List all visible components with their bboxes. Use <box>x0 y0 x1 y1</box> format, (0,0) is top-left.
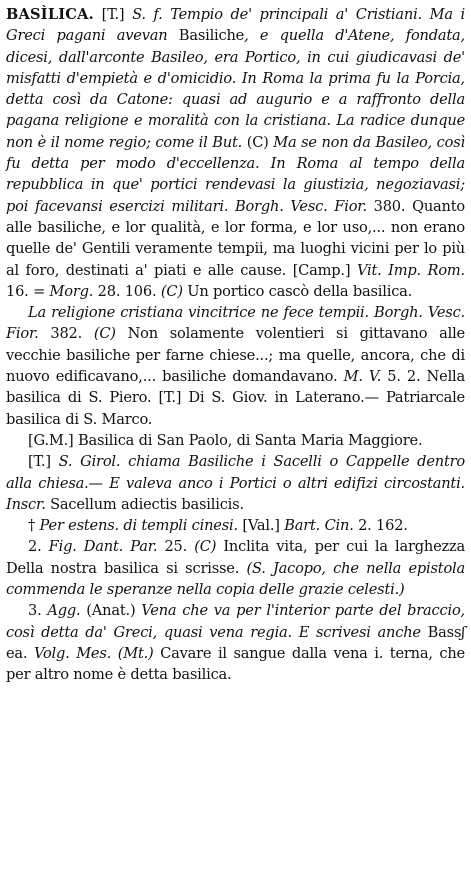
definition-text: Ma se non da Basileo, così fu detta per modo d'eccellenza. In Roma al tempo della repubblica in que' portici rendevasi la giustizia, negoziavasi; poi facevansi esercizi militari. Borgh. Vesc. Fior. <box>6 133 465 215</box>
entry-paragraph-fig <box>6 536 465 600</box>
source-tag: (C) <box>93 325 116 343</box>
entry-paragraph-estens <box>6 515 465 536</box>
entry-paragraph-girol <box>6 451 465 515</box>
citation-text: 380. Quanto alle basiliche, e lor qualità, e lor forma, e lor uso,... non erano quelle de' Gentili veramente tempii, ma luoghi vicini per lo più al foro, destinati a' piati e alle cause. [Camp.] <box>6 197 465 279</box>
citation-text: Un portico cascò della basilica. <box>182 282 413 300</box>
citation-text: Inclita vita, per cui la larghezza Della nostra basilica si scrisse. <box>6 538 465 577</box>
definition-text: La religione cristiana vincitrice ne fece tempii. Borgh. Vesc. Fior. <box>6 304 465 343</box>
source-tag: (C) <box>160 282 183 300</box>
citation-text: Sacellum adiectis basilicis. <box>45 495 244 513</box>
definition-text: , e quella <box>244 27 336 45</box>
source-tag: (C) <box>242 133 274 151</box>
citation-text: ʃ <box>461 623 465 641</box>
source-tag: [T.] <box>101 6 133 23</box>
sense-number: 3. <box>28 602 48 620</box>
headword: BASÌLICA. <box>6 6 94 23</box>
citation-text: . <box>378 644 384 662</box>
citation-number: 25. <box>157 538 195 556</box>
citation-source: M. V. <box>343 368 382 386</box>
entry-paragraph-anat <box>6 600 465 685</box>
citation-number: 28. 106. <box>93 282 161 300</box>
citation-source: Vit. Imp. Rom. <box>356 261 465 279</box>
entry-paragraph-gm <box>6 430 465 451</box>
source-tag: [Val.] <box>237 517 285 535</box>
citation-text: Bass <box>420 623 462 641</box>
entry-paragraph-religion <box>6 302 465 430</box>
citation-source: Bart. Cin. <box>284 517 354 535</box>
definition-text: (S. Jacopo, che nella epistola commenda le speranze nella copia delle grazie celesti.) <box>6 559 466 599</box>
definition-text: Agg. <box>47 602 81 620</box>
citation-number: 2. 162. <box>353 517 408 535</box>
source-tag: (Mt.) <box>117 644 154 662</box>
definition-text: Per estens. di templi cinesi. <box>39 517 238 535</box>
citation-source: Morg. <box>49 282 94 300</box>
dagger-mark: † <box>28 517 40 535</box>
citation-text: ea. <box>6 644 34 662</box>
citation-text: Non solamente volentieri si gittavano alle vecchie basiliche per farne chiese...; ma quelle, ancora, che di nuovo edificavano,... basiliche domandavano. <box>6 325 465 386</box>
term-basiliche: Basiliche <box>178 27 245 45</box>
definition-text: Vena che va per l'interior parte del braccio, così detta da' Greci, quasi vena regia. E scrivesi anche <box>6 602 465 641</box>
definition-text: S. Girol. chiama Basiliche i Sacelli o Cappelle dentro alla chiesa.— E valeva anco i Portici o altri edifizi circostanti. Inscr. <box>6 453 465 513</box>
citation-source: Volg. Mes. <box>33 644 112 662</box>
citation-number: 382. <box>38 325 94 343</box>
citation-text: Cavare il sangue dalla vena i <box>153 644 379 662</box>
equals-sign: = <box>33 282 46 300</box>
citation-text: terna, che per altro nome è detta basilica. <box>6 644 465 684</box>
source-tag: (Anat.) <box>80 602 142 620</box>
source-tag: [T.] <box>28 453 59 471</box>
citation-source: Fig. Dant. Par. <box>48 538 158 556</box>
definition-text: d'Atene, fondata, dicesi, dall'arconte Basileo, era Portico, in cui giudicavasi de' misfatti d'empietà e d'omicidio. In Roma la prima fu la Porcia, detta così da Catone: quasi ad augurio e a raffronto della pagana religione e moralità con la cristiana. La radice dunque non è il nome regio; come il But. <box>6 27 465 151</box>
citation-text: [G.M.] Basilica di San Paolo, di Santa Maria Maggiore. <box>28 431 423 449</box>
definition-text: S. f. Tempio de' principali a' Cristiani. Ma i Greci pagani avevan <box>6 6 465 45</box>
source-tag: (C) <box>194 538 217 556</box>
entry-paragraph-main <box>6 4 465 302</box>
citation-text: 5. 2. Nella basilica di S. Piero. [T.] Di S. Giov. in Laterano.— Patriarcale basilica di S. Marco. <box>6 368 465 428</box>
citation-number: 16. <box>6 282 34 300</box>
sense-number: 2. <box>28 538 49 556</box>
